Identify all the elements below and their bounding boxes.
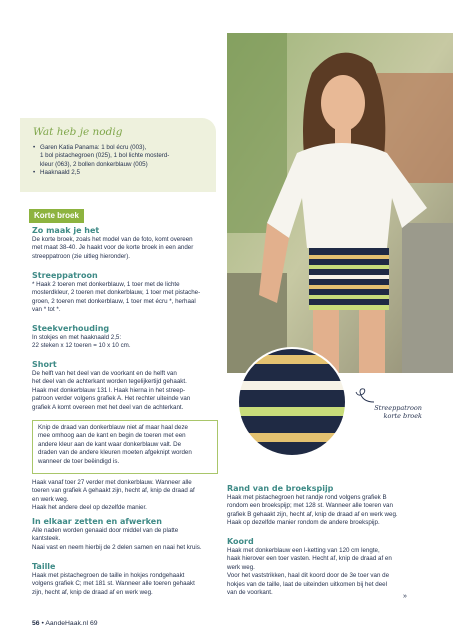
section-steekverhouding [32,324,220,351]
section-short [32,360,220,412]
section-zo-maak [32,226,220,261]
paragraph-line: zijn, hecht af, knip de draad af en werk weg. [32,588,153,596]
paragraph-line: met maat 38-40. Je haakt voor de korte broek in een ander [32,244,194,252]
paragraph-line: en werk weg. [32,495,69,503]
stripe-swatch [237,347,347,457]
stripe-swatch-graphic [237,347,347,457]
section-badge: Korte broek [29,209,84,223]
paragraph-line: Haak met donkerblauw 131 l. Haak hierna in het streep- [32,386,186,394]
section-heading: Rand van de broekspijp [227,484,334,493]
materials-item-cont: 1 bol pistachegroen (025), 1 bol lichte mosterd- [40,152,170,160]
page-number: 56 [32,620,40,627]
paragraph-line: kantsteek. [32,535,61,543]
paragraph-line: Voor het vaststrikken, haal dit koord door de 3e toer van de [227,572,390,580]
paragraph-line: Haak het andere deel op dezelfde manier. [32,504,147,512]
paragraph-line: Haak met donkerblauw een l-ketting van 120 cm lengte, [227,547,380,554]
callout-line: andere kleur aan de kant waar donkerblauw valt. De [38,440,182,448]
callout-box [32,420,218,474]
paragraph-line: hokjes van de taille, laat de uiteinden uitkomen bij het deel [227,580,387,588]
shorts-illustration [309,248,389,310]
section-koord [227,537,423,597]
paragraph-line: van * tot *. [32,306,61,314]
callout-line: draden van de andere kleuren moeten afgeknipt worden [38,449,192,457]
materials-item: • Garen Katia Panama: 1 bol écru (003), [33,144,213,152]
callout-line: mee omhoog aan de kant en begin de toeren met een [38,432,186,440]
materials-item: • Haaknaald 2,5 [33,169,213,177]
section-heading: In elkaar zetten en afwerken [32,517,162,526]
paragraph-line: grafiek B gehaakt zijn, hecht af, knip de draad af en werk weg. [227,510,398,518]
section-heading: Zo maak je het [32,226,100,235]
section-heading: Koord [227,537,254,546]
magazine-name: AandeHaak.nl 69 [45,620,98,627]
paragraph-line: van de voorkant. [227,589,273,597]
paragraph-line: groen, 2 toeren met donkerblauw, 1 toer met écru *, herhaal [32,297,196,305]
paragraph-line: toeren van grafiek A gehaakt zijn, hecht af, knip de draad af [32,487,195,495]
paragraph-line: volgens grafiek C; met 181 st. Wanneer alle toeren gehaakt [32,580,195,588]
section-rand [227,484,423,528]
paragraph-line: Haak op dezelfde manier rondom de andere broekspijp. [227,519,380,527]
paragraph-line: 22 steken x 12 toeren = 10 x 10 cm. [32,342,131,350]
paragraph-line: Haak met pistachegroen de taille in hokjes rondgehaakt [32,572,185,579]
section-streeppatroon [32,271,220,315]
paragraph-line: Haak vanaf toer 27 verder met donkerblauw. Wanneer alle [32,479,192,486]
section-heading: Taille [32,562,56,571]
paragraph-line: grafiek A komt overeen met het deel van de achterkant. [32,403,184,411]
paragraph-line: streeppatroon (zie uitleg hieronder). [32,252,131,260]
section-taille [32,562,220,597]
continue-arrow: » [403,593,407,600]
materials-title: Wat heb je nodig [33,126,123,138]
swatch-caption [352,404,422,420]
paragraph-line: rondom een broekspijp; met 128 st. Wanneer alle toeren van [227,502,393,510]
section-heading: Steekverhouding [32,324,110,333]
paragraph-line: Alle naden worden genaaid door middel van de platte [32,527,179,534]
footer-bullet: • [41,620,44,627]
page-footer [32,620,98,627]
section-heading: Streeppatroon [32,271,98,280]
swatch-caption-line: Streeppatroon [374,404,422,412]
section-after-callout [32,479,220,513]
paragraph-line: werk weg. [227,563,255,571]
section-heading: Short [32,360,57,369]
callout-line: Knip de draad van donkerblauw niet af maar haal deze [38,424,188,431]
model-photo-illustration [227,33,453,373]
paragraph-line: patroon verder volgens grafiek A. Het rechter uiteinde van [32,395,191,403]
paragraph-line: Naai vast en neem hierbij de 2 delen samen en naai het kruis. [32,543,202,551]
paragraph-line: De helft van het deel van de voorkant en de helft van [32,370,177,377]
model-photo [227,33,453,373]
paragraph-line: haak hierover een toer vasten. Hecht af, knip de draad af en [227,555,392,563]
curved-arrow-icon [354,386,376,404]
paragraph-line: mosterdkleur, 2 toeren met donkerblauw, 1 toer met pistache- [32,289,201,297]
paragraph-line: * Haak 2 toeren met donkerblauw, 1 toer met de lichte [32,281,180,288]
paragraph-line: De korte broek, zoals het model van de foto, komt overeen [32,236,193,243]
materials-item-cont: kleur (063), 2 bollen donkerblauw (005) [40,160,148,168]
swatch-caption-line: korte broek [383,412,422,420]
materials-list [33,144,213,178]
paragraph-line: Haak met pistachegroen het randje rond volgens grafiek B [227,494,387,501]
paragraph-line: In stokjes en met haaknaald 2,5: [32,334,122,341]
callout-line: wanneer de toer beëindigd is. [38,457,120,465]
paragraph-line: het deel van de achterkant worden tegelijkertijd gehaakt. [32,378,187,386]
section-assembly [32,517,220,552]
